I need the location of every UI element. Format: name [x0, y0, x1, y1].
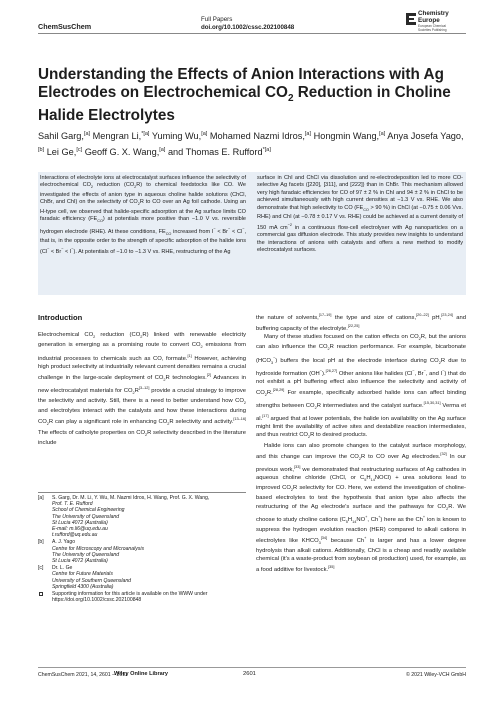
affiliations: [38, 495, 246, 603]
checkbox-square-icon: [39, 592, 43, 596]
abstract-text: surface in ChI and ChCl via dissolution and re-electrodeposition led to more CO-selective Ag facets ([220], [311], and [222]) than in ChBr. This mechanism allowed very high faradaic efficiencies for CO of 97 ± 2 % in ChI and 94 ± 2 % in ChCl to be achieved simultaneously with high current densities at −1.3 V vs. RHE. We also demonstrate that high selectivity to CO ($FE_{CO} > 90$ %) in ChCl (at −0.75 ± 0.06 Vvs. RHE) and ChI (at −0.78 ± 0.17 V vs. RHE) could be achieved at a current density of 150 mA $cm^{-2}$ in a continuous flow-cell electrolyser with Ag nanoparticles on a commercial gas diffusion electrode. This study provides new insights to understand the interactions of anions with catalysts and offers a new method to modify electrocatalyst surfaces.: [257, 175, 463, 254]
section-heading-introduction: Introduction: [38, 313, 83, 322]
journal-name: ChemSusChem: [38, 22, 92, 31]
author-list: [38, 127, 468, 159]
affiliation-block: [a] S. Garg, Dr. M. Li, Y. Wu, M. Nazmi Idros, H. Wang, Prof. G. X. Wang, Prof. T. E. Rufford School of Chemical Engineering The University of Queensland St Lucia 4072 (Australia) E-mail: m.li6@uq.edu.au t.rufford@uq.edu.au: [38, 495, 210, 539]
chemistry-europe-icon: [406, 13, 416, 25]
body-paragraph: Halide ions can also promote changes to the catalyst surface morphology, and this change can improve the $CO_2R$ to CO over Ag electrodes.[32] In our previous work,[33] we demonstrated that restructuring surfaces of Ag cathodes in aqueous choline chloride (ChCl, or $C_5H_{14}NOCl$) + urea solutions lead to improved $CO_2R$ selectivity for CO. Here, we extend the investigation of choline-based electrolytes to test the hypothesis that anion type also affects the restructuring of the Ag electrode's surface and the pathways for $CO_2R$. We choose to study choline cations ($C_5H_{14}NO^+$, Ch+) here as the Ch+ ion is known to suppress the hydrogen evolution reaction (HER) compared to alkali cations in electrolytes like $KHCO_3[34]$ because Ch+ is larger and has a lower degree hydrolysis than alkali cations. Additionally, ChCl is a cheap and readily available chemical (it's a waste-product from soybean oil production) used, for example, as a food additive for livestock.[35]: [256, 442, 467, 574]
body-paragraph: Electrochemical $CO_2$ reduction $(CO_2R)$ linked with renewable electricity generation is emerging as a promising route to convert $CO_2$ emissions from industrial processes to chemicals such as CO, formate.[1] However, achieving high product selectivity at industrially relevant current densities remains a crucial challenge in the large-scale deployment of $CO_2R$ technologies.[2] Advances in new electrocatalyst materials for $CO_2R[3-12]$ provide a crucial strategy to improve the selectivity and activity. Still, there is a need to better understand how $CO_2$ and electrolytes interact with the catalysts and how these interactions during $CO_2R$ can play a significant role in enhancing $CO_2R$ selectivity and activity.[13–16] The effects of catholyte properties on $CO_2R$ selectivity described in the literature include: [38, 332, 247, 446]
abstract-box: [38, 172, 466, 295]
supporting-info-link[interactable]: https://doi.org/10.1002/cssc.202100848: [52, 597, 142, 604]
footer-copyright: © 2021 Wiley-VCH GmbH: [405, 672, 466, 678]
page-number: 2601: [243, 671, 256, 677]
page-header: [38, 8, 466, 36]
supporting-info: Supporting information for this article is available on the WWW under https://doi.org/10.1002/cssc.202100848: [38, 591, 246, 603]
publisher-logo: Chemistry Europe European Chemical Societies Publishing: [406, 10, 466, 34]
affiliation-divider: [38, 492, 246, 493]
author-name: Mengran Li,$^{*[a]}$: [92, 131, 150, 142]
body-left-column: [38, 331, 246, 447]
author-name: Geoff G. X. Wang,[a]: [84, 147, 166, 158]
author-name: Anya Josefa Yago,[b]: [38, 131, 464, 154]
author-name: Sahil Garg,[a]: [38, 131, 91, 142]
author-name: Lei Ge,[c]: [46, 147, 83, 158]
affiliation-block: [c] Dr. L. Ge Centre for Future Materials University of Southern Queensland Springfield 4300 (Australia): [38, 565, 131, 590]
article-doi[interactable]: doi.org/10.1002/cssc.202100848: [201, 24, 295, 31]
article-title: Understanding the Effects of Anion Interactions with Ag Electrodes on Electrochemical $CO_2$ Reduction in Choline Halide Electrolytes: [38, 66, 451, 125]
body-paragraph: Many of these studies focused on the cation effects on $CO_2R$, but the anions can also influence the $CO_2R$ reaction performance. For example, bicarbonate $(HCO_3^-)$ buffers the local pH at the electrode interface during $CO_2R$ due to hydroxide formation (OH−).[26,27] Other anions like halides (Cl−, Br−, and I−) that do not exhibit a pH buffering effect also influence the selectivity and activity of $CO_2R.[28,29]$ For example, specifically adsorbed halide ions can affect binding strengths between $CO_2R$ intermediates and the catalyst surface.[15,30,31] Verma et al.[17] argued that at lower potentials, the halide ion availability on the Ag surface might limit the availability of active sites and destabilize reaction intermediates, and thus restrict $CO_2R$ to desired products.: [256, 334, 466, 440]
author-name: Yuming Wu,[a]: [151, 131, 208, 142]
abstract-right-column: [257, 175, 463, 254]
email-link[interactable]: E-mail: m.li6@uq.edu.au: [52, 526, 108, 533]
affiliation-block: [b] A. J. Yago Centre for Microscopy and Microanalysis The University of Queensland St Lucia 4072 (Australia): [38, 539, 145, 565]
email-link[interactable]: t.rufford@uq.edu.au: [52, 532, 98, 539]
author-name: Hongmin Wang,[a]: [313, 131, 386, 142]
abstract-text: Interactions of electrolyte ions at electrocatalyst surfaces influence the selectivity of electrochemical $CO_2$ reduction $(CO_2R)$ to chemical feedstocks like CO. We investigated the effects of anion type in aqueous choline halide solutions (ChCl, ChBr, and ChI) on the selectivity of $CO_2R$ to CO over an Ag foil cathode. Using an H-type cell, we observed that halide-specific adsorption at the Ag surface limits CO faradaic efficiency $(FE_{CO})$ at potentials more positive than −1.0 V vs. reversible hydrogen electrode (RHE). At these conditions, $FE_{CO}$ increased from I− < Br− < Cl−, that is, in the opposite order to the strength of specific adsorption of the halide ions (Cl− < Br− < I−). At potentials of −1.0 to −1.3 V vs. RHE, restructuring of the Ag: [40, 175, 247, 255]
footer-library-link[interactable]: Wiley Online Library: [114, 671, 169, 677]
article-type: Full Papers: [201, 16, 233, 23]
body-paragraph: the nature of solvents,[17–19] the type and size of cations,[20–22] pH,[23,24] and buffering capacity of the electrolyte.[22,25]: [256, 313, 467, 332]
author-name: and Thomas E. Rufford$^{*[a]}$: [167, 147, 271, 158]
footer-divider: [38, 667, 466, 668]
body-right-column: [256, 311, 466, 574]
abstract-left-column: [40, 175, 246, 256]
header-divider: [38, 33, 466, 34]
article-meta: [201, 16, 294, 32]
footer-citation: ChemSusChem 2021, 14, 2601 – 2611: [38, 672, 128, 678]
author-name: Mohamed Nazmi Idros,[a]: [209, 131, 312, 142]
